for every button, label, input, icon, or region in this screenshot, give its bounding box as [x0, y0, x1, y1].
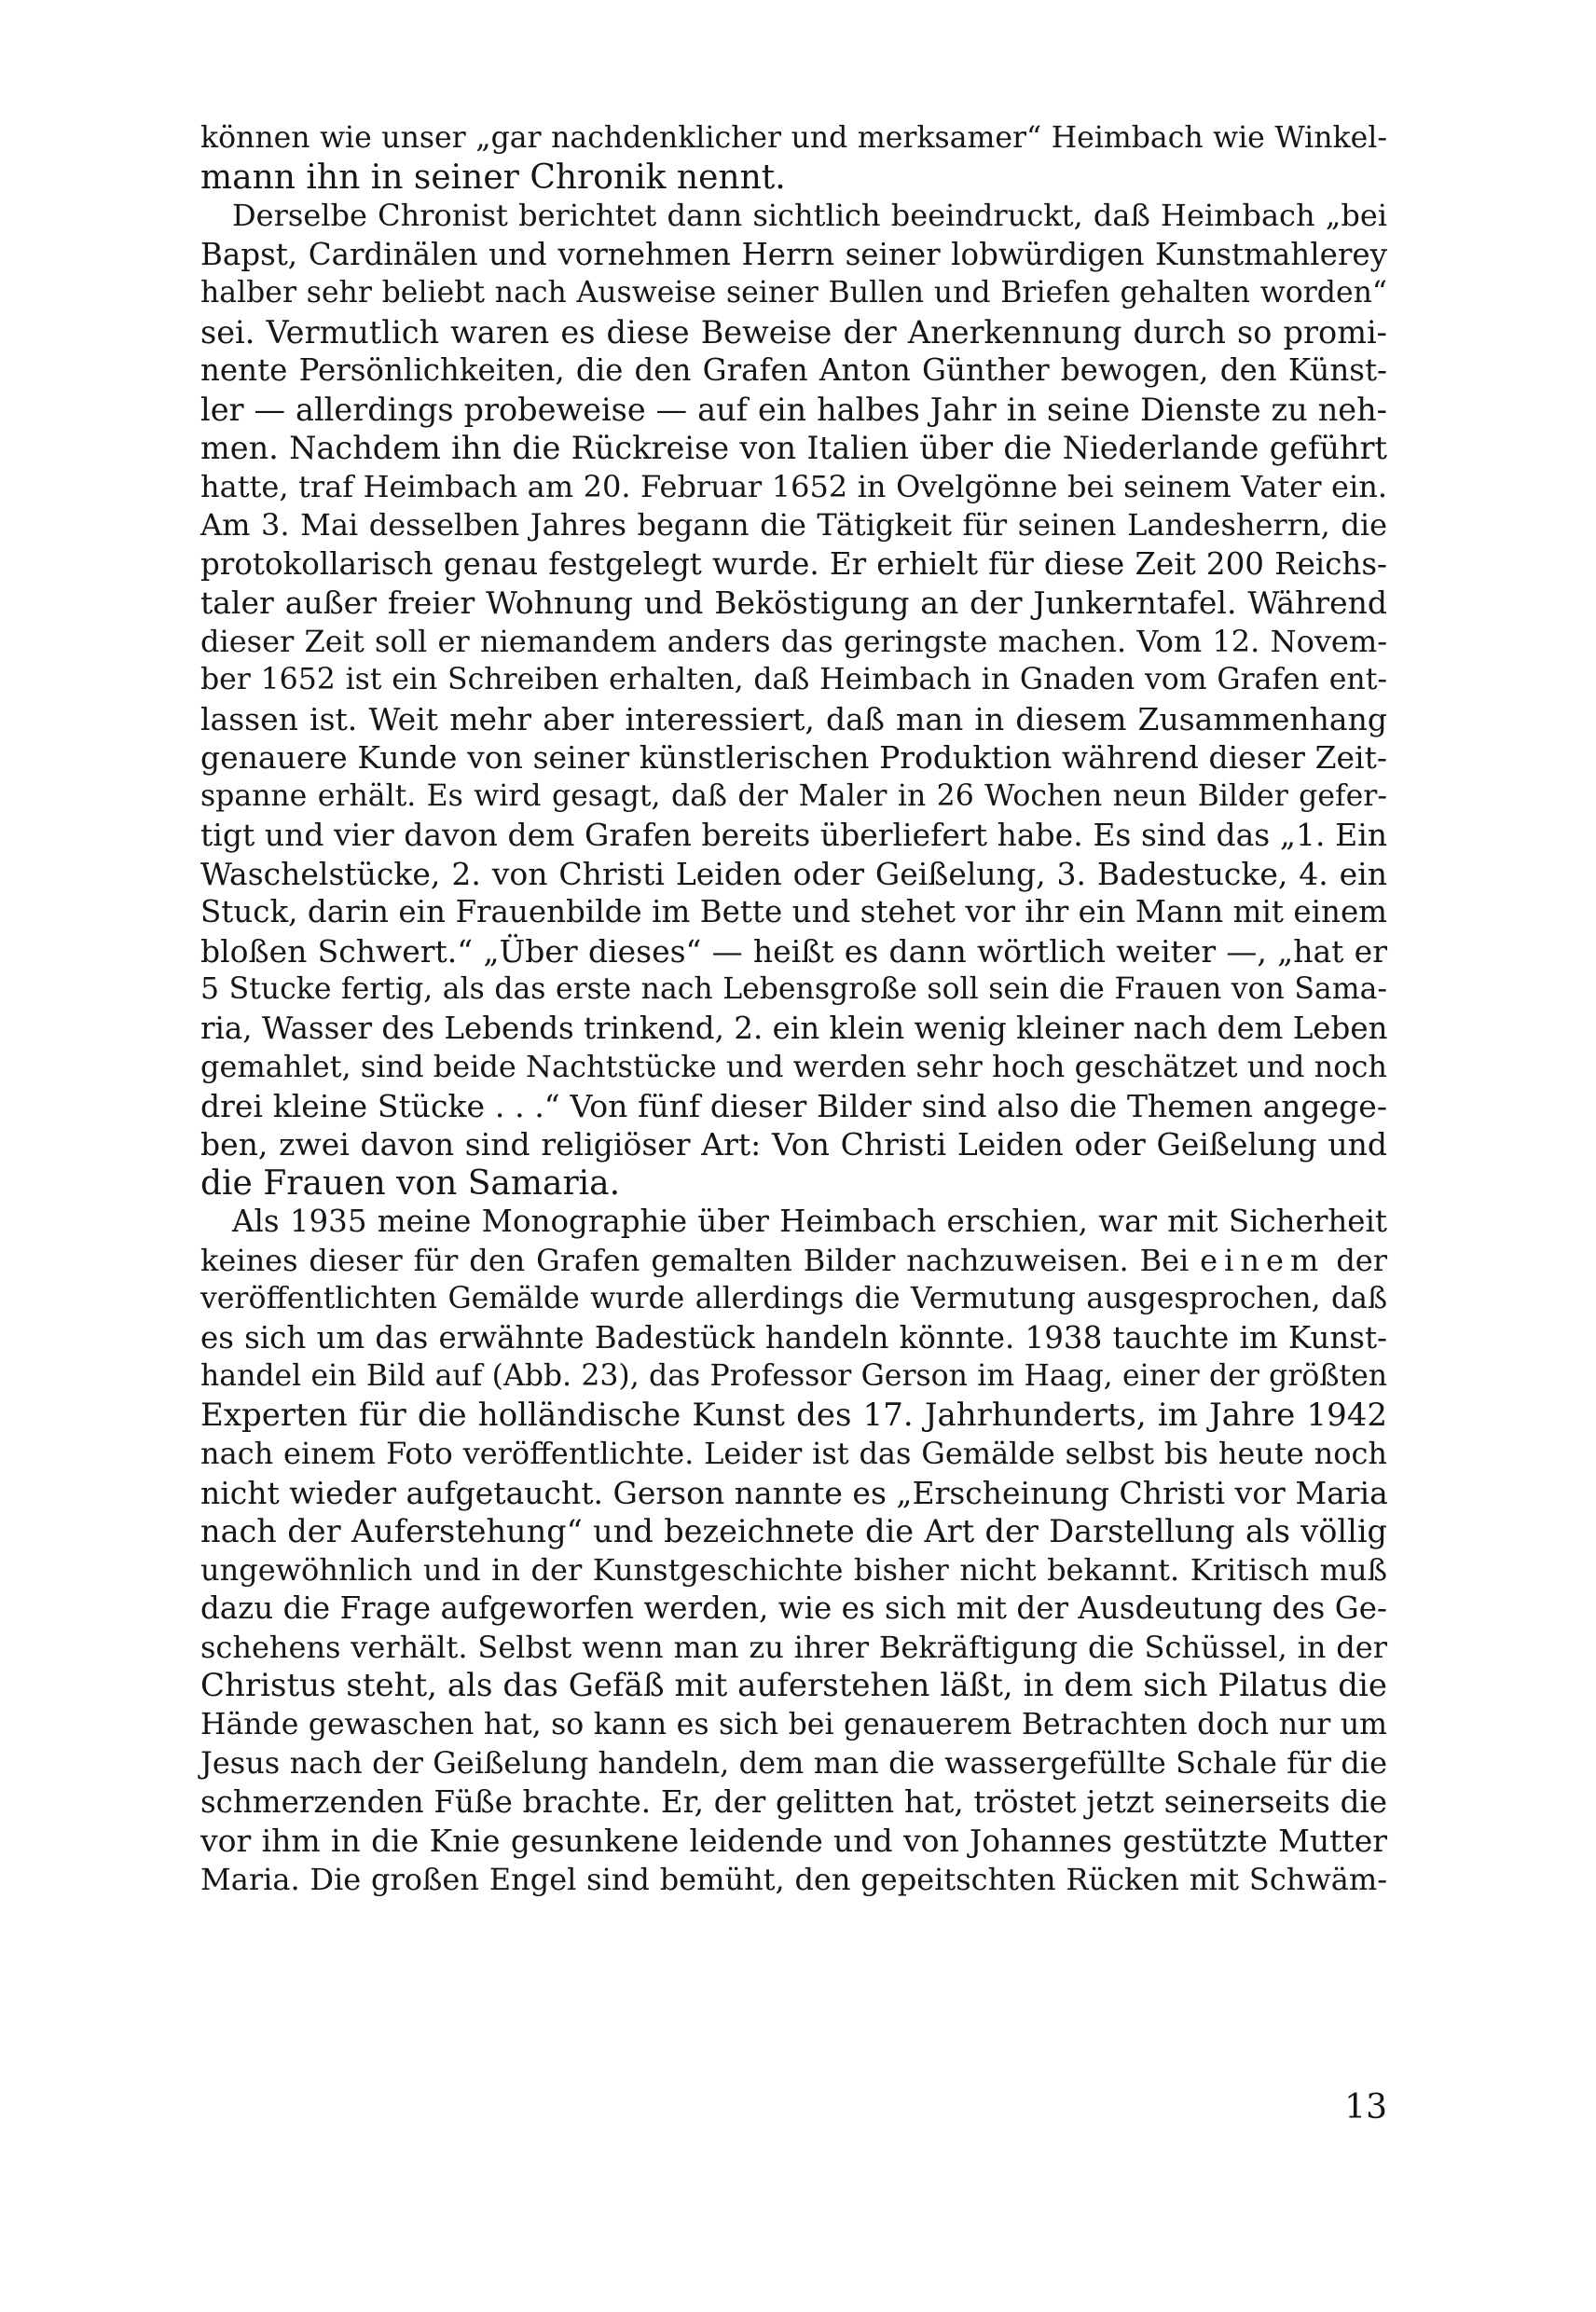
line-segment: keines dieser für den Grafen gemalten Bilder nachzuweisen. Bei [200, 1242, 1190, 1278]
text-line: handel ein Bild auf (Abb. 23), das Professor Gerson im Haag, einer der größten [200, 1359, 1387, 1393]
text-line: vor ihm in die Knie gesunkene leidende und von Johannes gestützte Mutter [200, 1823, 1387, 1859]
text-line: ber 1652 ist ein Schreiben erhalten, daß Heimbach in Gnaden vom Grafen ent- [200, 663, 1387, 696]
text-line: Experten für die holländische Kunst des 17. Jahrhunderts, im Jahre 1942 [200, 1396, 1387, 1434]
text-line: ler — allerdings probeweise — auf ein halbes Jahr in seine Dienste zu neh- [200, 391, 1387, 428]
text-line: nicht wieder aufgetaucht. Gerson nannte es „Erscheinung Christi vor Maria [200, 1474, 1388, 1511]
text-line: ben, zwei davon sind religiöser Art: Von Christi Leiden oder Geißelung und [200, 1126, 1387, 1163]
text-line: spanne erhält. Es wird gesagt, daß der Maler in 26 Wochen neun Bilder gefer- [200, 778, 1387, 813]
emphasis-spaced: einem [1200, 1242, 1326, 1278]
text-line: protokollarisch genau festgelegt wurde. Er erhielt für diese Zeit 200 Reichs- [200, 545, 1387, 582]
text-line [200, 1242, 1387, 1281]
text-line: drei kleine Stücke . . .“ Von fünf dieser Bilder sind also die Themen angege- [200, 1087, 1387, 1124]
text-line: nente Persönlichkeiten, die den Grafen Anton Günther bewogen, den Künst- [200, 352, 1387, 388]
text-line: schmerzenden Füße brachte. Er, der gelitten hat, tröstet jetzt seinerseits die [200, 1783, 1387, 1820]
page-number: 13 [1344, 2088, 1387, 2126]
text-line: die Frauen von Samaria. [200, 1163, 621, 1203]
line-segment: der [1336, 1242, 1388, 1278]
text-line: Als 1935 meine Monographie über Heimbach erschien, war mit Sicherheit [232, 1204, 1387, 1239]
text-line: veröffentlichten Gemälde wurde allerdings die Vermutung ausgesprochen, daß [200, 1282, 1387, 1315]
text-line: können wie unser „gar nachdenklicher und merksamer“ Heimbach wie Winkel- [200, 121, 1387, 155]
text-line: Stuck, darin ein Frauenbilde im Bette und stehet vor ihr ein Mann mit einem [200, 894, 1387, 929]
text-line: genauere Kunde von seiner künstlerischen Produktion während dieser Zeit- [200, 739, 1387, 776]
text-line: ria, Wasser des Lebends trinkend, 2. ein klein wenig kleiner nach dem Leben [200, 1010, 1388, 1046]
text-line: nach der Auferstehung“ und bezeichnete die Art der Darstellung als völlig [200, 1513, 1387, 1549]
text-line: lassen ist. Weit mehr aber interessiert, daß man in diesem Zusammenhang [200, 700, 1387, 737]
text-line: Waschelstücke, 2. von Christi Leiden oder Geißelung, 3. Badestucke, 4. ein [200, 855, 1387, 892]
text-line: tigt und vier davon dem Grafen bereits überliefert habe. Es sind das „1. Ein [200, 817, 1387, 853]
text-line: Christus steht, als das Gefäß mit auferstehen läßt, in dem sich Pilatus die [200, 1667, 1387, 1704]
text-line: dazu die Frage aufgeworfen werden, wie es sich mit der Ausdeutung des Ge- [200, 1590, 1387, 1626]
text-line: men. Nachdem ihn die Rückreise von Italien über die Niederlande geführt [200, 430, 1387, 466]
text-line: Jesus nach der Geißelung handeln, dem man die wassergefüllte Schale für die [200, 1745, 1387, 1781]
text-line: Am 3. Mai desselben Jahres begann die Tätigkeit für seinen Landesherrn, die [200, 507, 1387, 543]
text-line: Derselbe Chronist berichtet dann sichtlich beeindruckt, daß Heimbach „bei [232, 198, 1387, 233]
text-line: mann ihn in seiner Chronik nennt. [200, 158, 786, 197]
text-line: es sich um das erwähnte Badestück handeln könnte. 1938 tauchte im Kunst- [200, 1319, 1387, 1356]
text-line: Hände gewaschen hat, so kann es sich bei genauerem Betrachten doch nur um [200, 1707, 1387, 1741]
text-line: gemahlet, sind beide Nachtstücke und werden sehr hoch geschätzet und noch [200, 1049, 1387, 1084]
text-line: Maria. Die großen Engel sind bemüht, den gepeitschten Rücken mit Schwäm- [200, 1861, 1387, 1897]
text-line: halber sehr beliebt nach Ausweise seiner Bullen und Briefen gehalten worden“ [200, 276, 1387, 310]
text-line: schehens verhält. Selbst wenn man zu ihrer Bekräftigung die Schüssel, in der [200, 1629, 1387, 1665]
text-line: 5 Stucke fertig, als das erste nach Lebensgroße soll sein die Frauen von Sama- [200, 972, 1387, 1006]
text-line: sei. Vermutlich waren es diese Beweise der Anerkennung durch so promi- [200, 313, 1387, 351]
text-line: Bapst, Cardinälen und vornehmen Herrn seiner lobwürdigen Kunstmahlerey [200, 236, 1387, 272]
text-line: bloßen Schwert.“ „Über dieses“ — heißt es dann wörtlich weiter —, „hat er [200, 932, 1387, 970]
text-line: taler außer freier Wohnung und Beköstigung an der Junkerntafel. Während [200, 585, 1387, 621]
text-line: hatte, traf Heimbach am 20. Februar 1652 in Ovelgönne bei seinem Vater ein. [200, 468, 1387, 504]
body-text [200, 119, 1387, 1899]
text-line: dieser Zeit soll er niemandem anders das geringste machen. Vom 12. Novem- [200, 623, 1387, 659]
text-line: nach einem Foto veröffentlichte. Leider ist das Gemälde selbst bis heute noch [200, 1436, 1387, 1471]
text-line: ungewöhnlich und in der Kunstgeschichte bisher nicht bekannt. Kritisch muß [200, 1551, 1387, 1588]
